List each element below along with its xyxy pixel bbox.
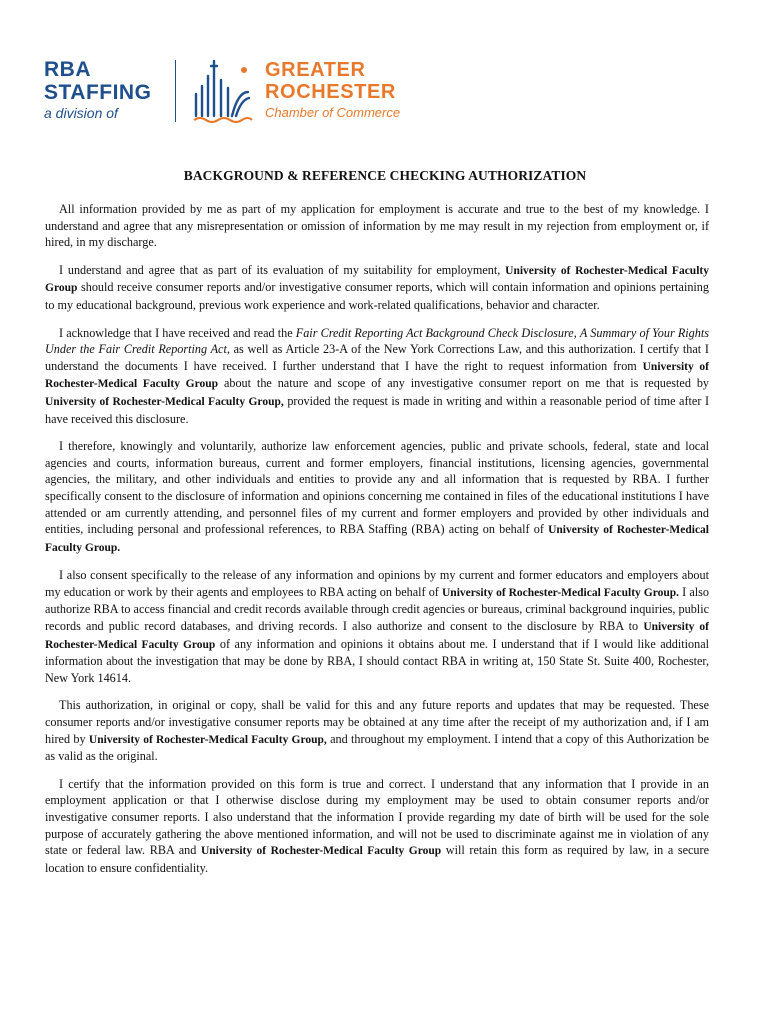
fcra-summary-title: A Summary of Your Rights Under the Fair Credit Reporting Act xyxy=(45,325,709,357)
employer-name: University of Rochester-Medical Faculty Group. xyxy=(442,586,680,599)
employer-name: University of Rochester-Medical Faculty Group xyxy=(45,264,709,295)
paragraph-text: , as well as Article 23-A of the New York Corrections Law, and this authorization. I certify that I understand the documents I have received. I further understand that I have the right to request information from xyxy=(45,342,709,373)
letterhead xyxy=(44,58,444,128)
paragraph-text: I acknowledge that I have received and read the xyxy=(59,325,296,340)
document-title: BACKGROUND & REFERENCE CHECKING AUTHORIZATION xyxy=(183,168,587,183)
chamber-logo-line2: ROCHESTER xyxy=(265,81,396,103)
logo-divider xyxy=(175,60,176,122)
paragraph-certification xyxy=(45,776,709,877)
rba-logo-line1: RBA xyxy=(44,58,91,81)
paragraph-text: and throughout my employment. I intend that a copy of this Authorization be as valid as the original. xyxy=(45,731,710,764)
paragraph-acknowledgement xyxy=(45,325,709,428)
paragraph-consumer-reports xyxy=(45,262,709,314)
paragraph-text: should receive consumer reports and/or investigative consumer reports, which will contain information and opinions pertaining to my educational background, previous work experience and work-related qualifications, behavior and character. xyxy=(45,280,709,312)
paragraph-text: of any information and opinions it obtains about me. I understand that if I would like additional information about the investigation that may be done by RBA, I should contact RBA in writing at, 150 State St. Suite 400, Rochester, New York 14614. xyxy=(45,636,709,685)
paragraph-validity xyxy=(45,697,709,764)
paragraph-text: , xyxy=(573,325,580,340)
paragraph-text: I understand and agree that as part of its evaluation of my suitability for employment, xyxy=(59,262,506,277)
paragraph-text: provided the request is made in writing and within a reasonable period of time after I have received this disclosure. xyxy=(45,393,710,426)
paragraph-text: All information provided by me as part of my application for employment is accurate and true to the best of my knowledge. I understand and agree that any misrepresentation or omission of information by me may result in my rejection from employment or, if hired, in my discharge. xyxy=(45,202,709,250)
chamber-logo-line1: GREATER xyxy=(265,59,366,81)
paragraph-text: This authorization, in original or copy, shall be valid for this and any future reports and updates that may be requested. These consumer reports and/or investigative consumer reports may be obtained at any time after the receipt of my authorization and, if I am hired by xyxy=(45,698,709,746)
rochester-skyline-icon xyxy=(192,58,254,124)
employer-name: University of Rochester-Medical Faculty Group xyxy=(200,845,442,858)
paragraph-text: I also authorize RBA to access financial and credit records available through credit agencies or bureaus, criminal background inquiries, public records and public record databases, and driving records. I also authorize and consent to the disclosure by RBA to xyxy=(45,584,709,634)
chamber-of-commerce-logo xyxy=(265,59,400,120)
paragraph-release-consent xyxy=(45,567,709,686)
rba-staffing-logo xyxy=(44,58,151,121)
rba-division-text: a division of xyxy=(44,105,118,121)
fcra-disclosure-title: Fair Credit Reporting Act Background Check Disclosure xyxy=(295,325,574,340)
document-body xyxy=(45,201,709,887)
rba-logo-line2: STAFFING xyxy=(44,81,152,104)
paragraph-text: about the nature and scope of any investigative consumer report on me that is requested by xyxy=(218,376,710,391)
paragraph-text: I also consent specifically to the release of any information and opinions by my current and former educators and employers about my education or work by their agents and employees to RBA acting on behalf of xyxy=(45,568,709,599)
paragraph-text: will retain this form as required by law, in a secure location to ensure confidentiality. xyxy=(45,843,709,875)
chamber-logo-subtitle: Chamber of Commerce xyxy=(265,105,401,120)
employer-name: University of Rochester-Medical Faculty Group xyxy=(45,621,709,651)
employer-name: University of Rochester-Medical Faculty Group. xyxy=(45,524,709,554)
employer-name: University of Rochester-Medical Faculty Group xyxy=(45,360,709,391)
paragraph-text: I therefore, knowingly and voluntarily, authorize law enforcement agencies, public and private schools, federal, state and local agencies and courts, information bureaus, current and former employers, financial institutions, licensing agencies, governmental agencies, the military, and other individuals and entities to provide any and all information that is requested by RBA. I further specifically consent to the disclosure of information and opinions concerning me contained in files of the educational institutions I have attended or am currently attending, and personnel files of my current and former employers and provided by other individuals and entities, including personal and professional references, to RBA Staffing (RBA) acting on behalf of xyxy=(45,439,709,537)
employer-name: University of Rochester-Medical Faculty Group, xyxy=(45,395,284,408)
paragraph-text: I certify that the information provided on this form is true and correct. I understand that any information that I provide in an employment application or that I otherwise disclose during my employment may be used to obtain consumer reports and/or investigative consumer reports. I also understand that the information I provide regarding my date of birth will be used for the sole purpose of accurately gathering the above mentioned information, and will not be used to discriminate against me in violation of any state or federal law. RBA and xyxy=(45,776,709,858)
employer-name: University of Rochester-Medical Faculty Group, xyxy=(88,733,327,746)
paragraph-accuracy xyxy=(45,201,709,251)
paragraph-authorization xyxy=(45,438,709,556)
